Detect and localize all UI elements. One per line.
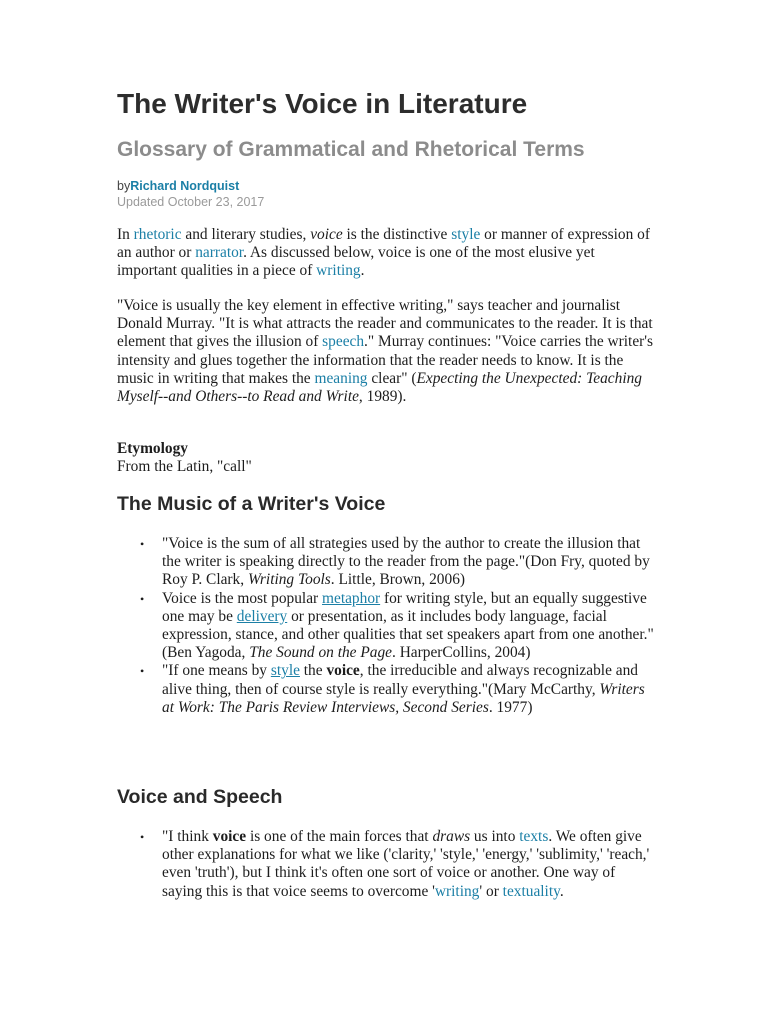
etymology-text: From the Latin, "call" <box>117 458 252 476</box>
author-link[interactable]: Richard Nordquist <box>130 179 240 193</box>
link-style[interactable]: style <box>451 226 481 243</box>
bullet: • <box>140 664 145 679</box>
text: and literary studies, <box>181 226 311 243</box>
link-delivery[interactable]: delivery <box>236 607 288 625</box>
link-meaning[interactable]: meaning <box>314 369 368 387</box>
section-heading-music: The Music of a Writer's Voice <box>117 493 386 515</box>
text: for writing style, but an equally suggestive one may be <box>162 589 647 625</box>
list-item <box>140 662 657 717</box>
text: clear" ( <box>367 369 417 387</box>
link-writing-2[interactable]: writing <box>434 882 480 900</box>
text: , 1989). <box>358 388 407 406</box>
book-title: Expecting the Unexpected: Teaching Myself--and Others--to Read and Write <box>117 369 642 406</box>
em-title: Writers at Work: The Paris Review Interviews, Second Series <box>162 680 645 716</box>
text: . 1977) <box>488 698 533 716</box>
em-draws: draws <box>432 828 471 845</box>
text: ." Murray continues: "Voice carries the writer's intensity and glues together the information that the reader needs to know. It is the music in writing that makes the <box>117 333 654 387</box>
text: . HarperCollins, 2004) <box>392 644 531 662</box>
list-item <box>140 828 657 901</box>
speech-quotes-list <box>140 828 657 901</box>
bullet: • <box>140 537 145 551</box>
text: or manner of expression of an author or <box>117 226 650 262</box>
text: or presentation, as it includes body language, facial expression, stance, and other qualities that set speakers apart from one another."(Ben Yagoda, <box>162 607 654 662</box>
link-textuality[interactable]: textuality <box>502 882 560 900</box>
murray-paragraph <box>117 297 657 406</box>
byline <box>117 179 239 193</box>
list-item <box>140 589 657 663</box>
bullet: • <box>140 591 145 606</box>
link-writing[interactable]: writing <box>316 262 361 280</box>
text: "Voice is the sum of all strategies used by the author to create the illusion that the writer is speaking directly to the reader from the page."(Don Fry, quoted by Roy P. Clark, <box>162 535 650 589</box>
section-heading-speech: Voice and Speech <box>117 786 283 808</box>
text: is the distinctive <box>342 226 452 243</box>
updated-date: Updated October 23, 2017 <box>117 195 265 209</box>
bullet: • <box>140 830 145 844</box>
strong-voice: voice <box>326 662 360 680</box>
text: , the irreducible and always recognizable and alive thing, then of course style is really everything."(Mary McCarthy, <box>162 662 638 698</box>
text: "I think <box>162 828 213 845</box>
text: Voice is the most popular <box>162 589 323 607</box>
link-texts[interactable]: texts <box>519 828 549 845</box>
text: ' or <box>479 882 503 900</box>
music-quotes-list <box>140 535 657 717</box>
text: . Little, Brown, 2006) <box>330 571 466 589</box>
text: the <box>299 662 327 680</box>
text: "If one means by <box>162 662 271 680</box>
strong-voice: voice <box>212 828 247 845</box>
list-item <box>140 535 657 590</box>
em-voice: voice <box>310 226 343 243</box>
byline-prefix: by <box>117 179 131 193</box>
text: . <box>360 262 365 280</box>
page-title: The Writer's Voice in Literature <box>117 88 528 119</box>
text: . We often give other explanations for what we like ('clarity,' 'style,' 'energy,' 'sublimity,' 'reach,' even 'truth'), but I think it's often one sort of voice or another. One way of saying this is that voice seems to overcome ' <box>162 828 650 900</box>
em-title: Writing Tools <box>247 571 331 589</box>
em-title: The Sound on the Page <box>249 644 392 662</box>
link-metaphor[interactable]: metaphor <box>322 589 381 607</box>
link-speech[interactable]: speech <box>322 333 365 351</box>
link-style-2[interactable]: style <box>270 662 300 680</box>
page-subtitle: Glossary of Grammatical and Rhetorical Terms <box>117 138 585 161</box>
etymology-block <box>117 440 657 476</box>
text: us into <box>470 828 520 845</box>
text: . As discussed below, voice is one of the most elusive yet important qualities in a piece of <box>117 244 595 280</box>
etymology-heading: Etymology <box>117 440 188 457</box>
text: "Voice is usually the key element in effective writing," says teacher and journalist Donald Murray. "It is what attracts the reader and communicates to the reader. It is that element that gives the illusion of <box>117 297 653 351</box>
intro-paragraph <box>117 226 657 281</box>
text: is one of the main forces that <box>246 828 433 845</box>
link-narrator[interactable]: narrator <box>195 244 244 262</box>
text: In <box>117 226 134 243</box>
text: . <box>559 882 564 900</box>
link-rhetoric[interactable]: rhetoric <box>133 226 182 243</box>
